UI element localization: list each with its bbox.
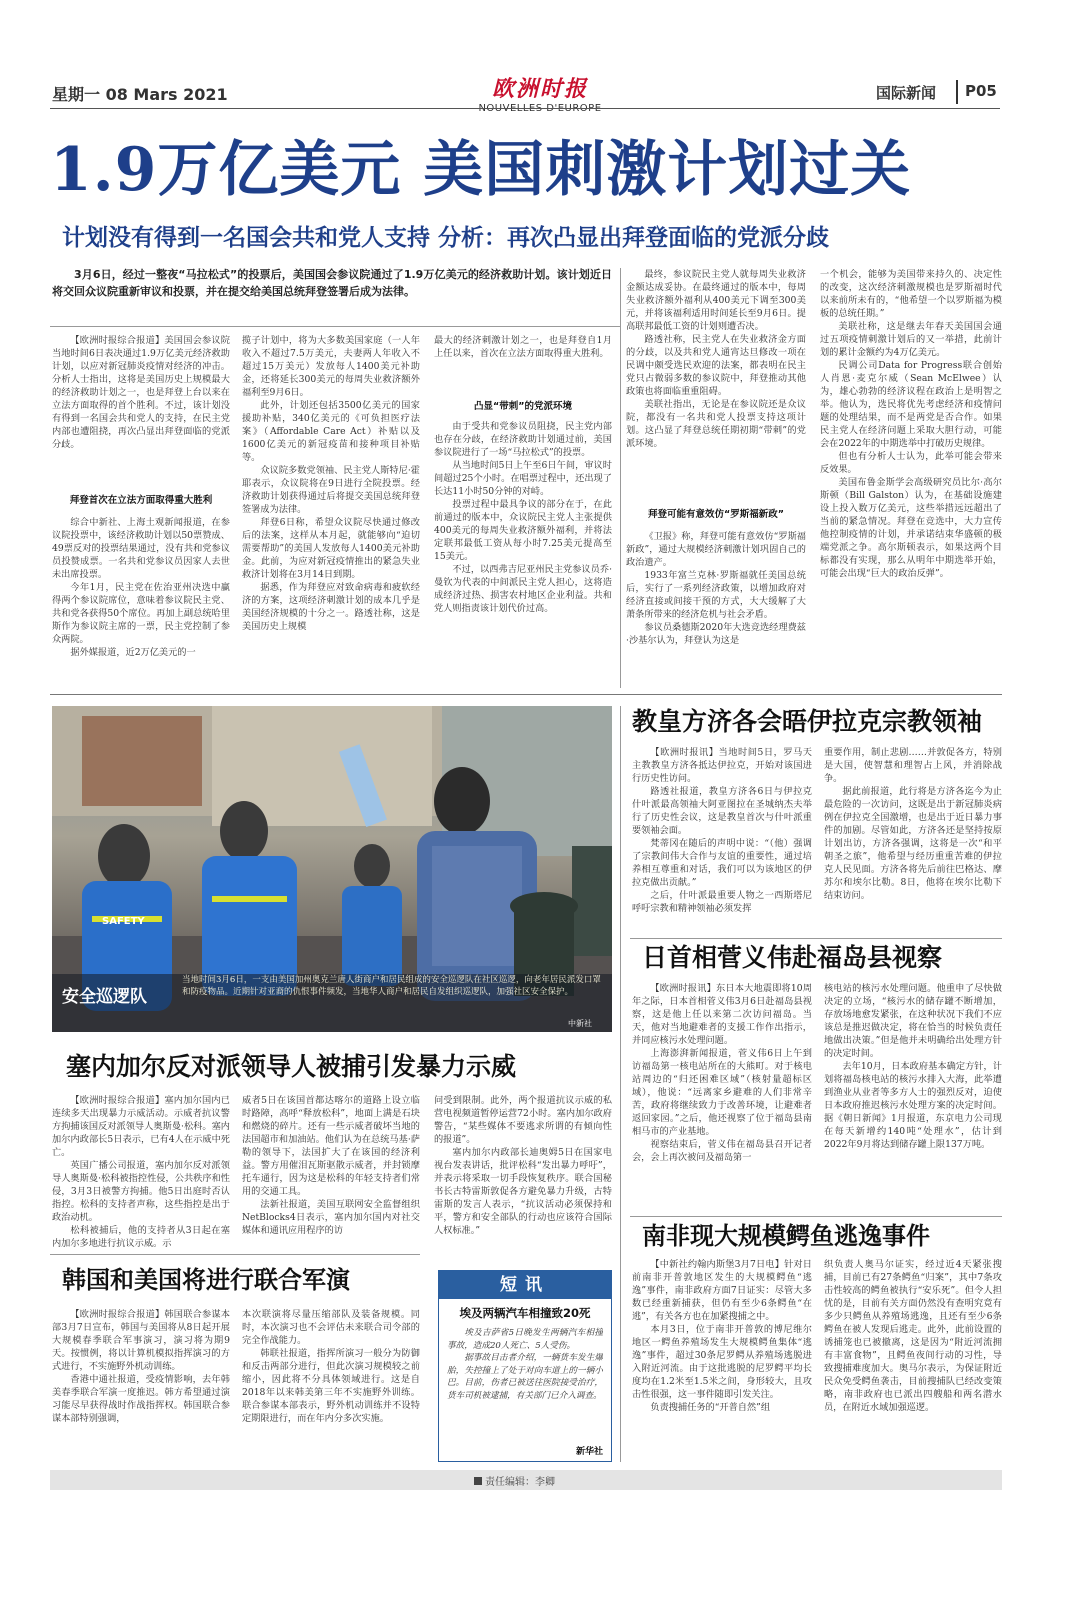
paragraph: 【欧洲时报综合报道】塞内加尔国内已连续多天出现暴力示威活动。示威者抗议警方拘捕该国反对派领导人奥斯曼·松科。塞内加尔内政部长5日表示，已有4人在示威中死亡。 [52, 1095, 230, 1158]
paragraph: 织负责人奥马尔证实，经过近4天紧张搜捕，目前已有27条鳄鱼“归案”，其中7条攻击性较高的鳄鱼被执行“安乐死”。但令人担忧的是，目前有关方面仍然没有查明究竟有多少只鳄鱼从养殖场逃逸，且还有至少6条鳄鱼在被人发现后逃走。此外，此前设置的诱捕笼也已被撤离，这是因为“附近河流拥有丰富食物”，且鳄鱼夜间行动的习性，导致搜捕难度加大。奥马尔表示，为保证附近民众免受鳄鱼袭击，目前搜捕队已经改变策略，南非政府也已派出四艘船和两名潜水员，在附近水域加强巡逻。 [824, 1259, 1002, 1413]
paragraph: 负责搜捕任务的“开普自然”组 [650, 1402, 771, 1413]
paragraph: 【欧洲时报综合报道】韩国联合参谋本部3月7日宣布，韩国与美国将从8日起开展大规模春季联合军事演习，演习将为期9天。按惯例，将以计算机模拟指挥演习的方式进行，不实施野外机动训练。 [52, 1309, 230, 1372]
intro-rule [50, 326, 620, 327]
paragraph: 参议员桑德斯2020年大选竞选经理费兹·沙基尔认为，拜登认为这是 [626, 622, 806, 646]
lead-col-3a [434, 334, 612, 388]
paragraph: 本次联演将尽量压缩部队及装备规模。同时，本次演习也不会评估未来联合司令部的完全作战能力。 [242, 1309, 420, 1346]
lead-col-4a [626, 268, 806, 500]
lead-headline: 1.9万亿美元 美国刺激计划过关 [50, 135, 912, 205]
lead-col-3b [434, 420, 612, 686]
japan-rule [630, 1216, 1002, 1217]
paragraph: 塞内加尔内政部长迪奥姆5日在国家电视台发表讲话，批评松科“发出暴力呼吁”，并表示将采取一切手段恢复秩序。联合国秘书长古特雷斯敦促各方避免暴力升级，古特雷斯的发言人表示，“抗议活动必须保持和平，警方和安全部队的行动也应该符合国际人权标准。” [434, 1147, 612, 1236]
paragraph: 一个机会，能够为美国带来持久的、决定性的改变，这次经济刺激规模也是罗斯福时代以来前所未有的，“他希望一个以罗斯福为模板的总统任期。” [820, 269, 1002, 319]
paragraph: 不过，以西弗吉尼亚州民主党参议员乔·曼钦为代表的中间派民主党人担心，这将造成经济过热、损害农村地区企业利益。共和党人则指责该计划代价过高。 [434, 564, 612, 614]
lead-col-4b [626, 530, 806, 686]
pope-col-2 [824, 746, 1002, 932]
paragraph: 美联社指出，无论是在参议院还是众议院，都没有一名共和党人投票支持这项计划。这凸显了拜登总统任期初期“带刺”的党派环境。 [626, 399, 806, 449]
paragraph: 《卫报》称，拜登可能有意效仿“罗斯福新政”，通过大规模经济刺激计划巩固自己的政治遗产。 [626, 531, 806, 568]
paragraph: 去年10月，日本政府基本确定方针，计划将福岛核电站的核污水排入大海，此举遭到渔业从业者等多方人士的强烈反对，迫使日本政府推迟核污水处理方案的决定时间。据《朝日新闻》1月报道，东京电力公司现在每天新增约140吨“处理水”，估计到2022年9月将达到储存罐上限137万吨。 [824, 1061, 1002, 1150]
footer-editor [474, 1473, 555, 1488]
photo-credit: 中新社 [568, 1019, 592, 1028]
paragraph: 威者5日在该国首都达喀尔的道路上设立临时路障，高呼“释放松科”，地面上满是石块和燃烧的碎片。还有一些示威者破坏当地的法国超市和加油站。他们认为在总统马基·萨勒的领导下，法国扩大了在该国的经济利益。警方用催泪瓦斯驱散示威者，并封锁摩托车通行，因为这是松科的年轻支持者们常用的交通工具。 [242, 1095, 420, 1197]
paragraph: 上海澎湃新闻报道，菅义伟6日上午到访福岛第一核电站所在的大熊町。对于核电站周边的“归还困难区域”（核射量超标区域），他说：“远离家乡避难的人们非常辛苦，政府将继续致力于改善环境，让避难者返回家园。”之后，他还视察了位于福岛县南相马市的产业基地。 [632, 1048, 812, 1137]
paragraph: 【欧洲时报综合报道】美国国会参议院当地时间6日表决通过1.9万亿美元经济救助计划，以应对新冠肺炎疫情对经济的冲击。分析人士指出，这将是美国历史上规模最大的经济救助计划之一，也是拜登上台以来在立法方面取得的首个胜利。不过，该计划没有得到一名国会共和党人的支持，在民主党内部也遭阻挠，再次凸显出拜登面临的党派分歧。 [52, 335, 230, 450]
paragraph: 投票过程中最具争议的部分在于，在此前通过的版本中，众议院民主党人主张提供400美元的每周失业救济额外福利，并将法定联邦最低工资从每小时7.25美元提高至15美元。 [434, 499, 612, 562]
lead-subheading-3: 凸显“带刺”的党派环境 [474, 401, 572, 412]
photo-label: 安全巡逻队 [62, 987, 147, 1007]
paragraph: 拜登6日称，希望众议院尽快通过修改后的法案，这样从本月起，就能够向“迫切需要帮助”的美国人发放每人1400美元补助金。此前，为应对新冠疫情推出的紧急失业救济计划将在3月14日到期。 [242, 517, 420, 580]
paragraph: 英国广播公司报道，塞内加尔反对派领导人奥斯曼·松科被指控性侵，公共秩序和性侵，3月3日被警方拘捕。他5日出庭时否认指控。松科的支持者声称，这些指控是出于政治动机。 [52, 1160, 230, 1223]
news-photo [52, 706, 612, 1032]
lead-col-2 [242, 334, 420, 686]
paragraph: 松科被捕后，他的支持者从3日起在塞内加尔多地进行抗议示威。示 [52, 1225, 230, 1249]
short-news-box [438, 1270, 612, 1462]
paragraph: 据事故目击者介绍，一辆货车发生爆胎，失控撞上了处于对向车道上的一辆小巴。目前，伤者已被送往医院接受治疗，货车司机被逮捕，有关部门已介入调查。 [447, 1353, 603, 1401]
paragraph: 美国布鲁金斯学会高级研究员比尔·高尔斯顿（Bill Galston）认为，在基础设施建设上投入数万亿美元，这些举措远远超出了当前的紧急情况。拜登在竞选中，大力宣传他控制疫情的计划，并承诺结束华盛顿的极端党派之争。高尔斯顿表示，如果这两个目标都没有实现，那么从明年中期选举开始，可能会出现“巨大的政治反弹”。 [820, 477, 1002, 579]
paragraph: 据外媒报道，近2万亿美元的一 [70, 647, 196, 658]
pope-headline: 教皇方济各会晤伊拉克宗教领袖 [632, 707, 983, 736]
paragraph: 美联社称，这是继去年春天美国国会通过五项疫情刺激计划后的又一举措，此前计划的累计金额约为4万亿美元。 [820, 321, 1002, 358]
japan-headline: 日首相菅义伟赴福岛县视察 [642, 943, 943, 972]
paragraph: 最终，参议院民主党人就每周失业救济金额达成妥协。在最终通过的版本中，每周失业救济额外福利从400美元下调至300美元，并将该福利适用时间延长至9月6日。提高联邦最低工资的计划则遭否决。 [626, 269, 806, 332]
lead-subheading-4: 拜登可能有意效仿“罗斯福新政” [648, 509, 784, 520]
vest-text: SAFETY [102, 916, 145, 927]
short-news-title: 短讯 [439, 1271, 611, 1299]
header-date: 星期一 08 Mars 2021 [52, 85, 228, 104]
paragraph: 由于受共和党参议员阻挠，民主党内部也存在分歧，在经济救助计划通过前，美国参议院进行了一场“马拉松式”的投票。 [434, 421, 612, 458]
logo-french: NOUVELLES D'EUROPE [478, 103, 602, 114]
paragraph: 【中新社约翰内斯堡3月7日电】针对日前南非开普敦地区发生的大规模鳄鱼“逃逸”事件，南非政府方面7日证实：尽管大多数已经重新捕获，但仍有至少6条鳄鱼“在逃”，有关各方也在加紧搜捕之中。 [632, 1259, 812, 1322]
korea-col-2 [242, 1308, 420, 1458]
paragraph: 从当地时间5日上午至6日午间，审议时间超过25个小时。在唱票过程中，还出现了长达11小时50分钟的对峙。 [434, 460, 612, 497]
paragraph: 法新社报道，美国互联网安全监督组织NetBlocks4日表示，塞内加尔国内对社交媒体和通讯应用程序的访 [242, 1199, 420, 1236]
footer-square-icon [474, 1477, 482, 1485]
lead-col-1b [52, 516, 230, 686]
paragraph: 但也有分析人士认为，此举可能会带来反效果。 [820, 451, 1002, 475]
short-news-credit: 新华社 [575, 1447, 603, 1457]
section-name: 国际新闻 [876, 84, 937, 102]
croc-col-1 [632, 1258, 812, 1462]
senegal-rule [50, 1254, 420, 1255]
page-number: P05 [965, 82, 997, 100]
column-divider [620, 268, 621, 688]
paragraph: 【欧洲时报讯】东日本大地震即将10周年之际，日本首相菅义伟3月6日赴福岛县视察，这是他上任以来第二次访问福岛。当天，他对当地避难者的支援工作作出指示，并同应核污水处理问题。 [632, 983, 812, 1046]
senegal-col-1 [52, 1094, 230, 1250]
header-rule [50, 108, 1000, 109]
short-news-headline: 埃及两辆汽车相撞致20死 [459, 1306, 591, 1320]
paragraph: 最大的经济刺激计划之一，也是拜登自1月上任以来，首次在立法方面取得重大胜利。 [434, 335, 612, 359]
lead-col-1 [52, 334, 230, 484]
paragraph: 韩联社报道，指挥所演习一般分为防御和反击两部分进行，但此次演习规模较之前缩小，因此将不分具体领域进行。这是自2018年以来韩美第三年不实施野外训练。联合参谋本部表示，野外机动训练并不设特定期限进行，而在年内分多次实施。 [242, 1348, 420, 1424]
photo-caption: 当地时间3月6日，一支由美国加州奥克兰唐人街商户和居民组成的安全巡逻队在社区巡逻，向老年居民派发口罩和防疫物品。近期针对亚裔的仇恨事件频发，当地华人商户和居民自发组织巡逻队，加强社区安全保护。 [182, 975, 601, 997]
footer-editor-text: 责任编辑：李卿 [485, 1477, 555, 1488]
paragraph: 路透社称，民主党人在失业救济金方面的分歧，以及共和党人通宵达旦修改一项在民调中颇受选民欢迎的法案，都表明在民主党只占微弱多数的参议院中，拜登推动其他政策也将面临重重阻碍。 [626, 334, 806, 397]
croc-col-2 [824, 1258, 1002, 1462]
paragraph: 梵蒂冈在随后的声明中说：“（他）强调了宗教间伟大合作与友谊的重要性，通过培养相互尊重和对话，我们可以为该地区的伊拉克做出贡献。” [632, 838, 812, 888]
paragraph: 1933年富兰克林·罗斯福就任美国总统后，实行了一系列经济政策，以增加政府对经济直接或间接干预的方式，大大缓解了大萧条所带来的经济危机与社会矛盾。 [626, 570, 806, 620]
paragraph: 此外，计划还包括3500亿美元的国家援助补贴，340亿美元的《可负担医疗法案》（Affordable Care Act）补贴以及1600亿美元的新冠疫苗和接种项目补贴等。 [242, 400, 420, 463]
paragraph: 今年1月，民主党在佐治亚州决选中赢得两个参议院席位，意味着参议院民主党、共和党各获得50个席位。再加上副总统哈里斯作为参议院主席的一票，民主党控制了参众两院。 [52, 582, 230, 645]
paragraph: 之后，什叶派最重要人物之一西斯塔尼呼吁宗教和精神领袖必须发挥 [632, 890, 812, 914]
paragraph: 据此前报道，此行将是方济各迄今为止最危险的一次访问，这既是出于新冠肺炎病例在伊拉克全国激增，也是出于近日暴力事件的加剧。尽管如此，方济各还是坚持按原计划出访，方济各强调，这将是一次“和平朝圣之旅”，他希望与经历重重苦难的伊拉克人民见面。方济各将先后前往巴格达、摩苏尔和埃尔比勒。8日，他将在埃尔比勒下结束访问。 [824, 786, 1002, 901]
paragraph: 重要作用，制止悲剧……并敦促各方，特别是大国，使智慧和理智占上风，并消除战争。 [824, 747, 1002, 784]
paragraph: 核电站的核污水处理问题。他重申了尽快做决定的立场，“核污水的储存罐不断增加，存放场地愈发紧张，在这种状况下我们不应该总是推迟做决定，将在恰当的时候负责任地做出决策。”但是他并未明确给出处理方针的决定时间。 [824, 983, 1002, 1059]
lead-intro: 3月6日，经过一整夜“马拉松式”的投票后，美国国会参议院通过了1.9万亿美元的经济救助计划。该计划近日将交回众议院重新审议和投票，并在提交给美国总统拜登签署后成为法律。 [52, 268, 612, 298]
paragraph: 埃及吉萨省5日晚发生两辆汽车相撞事故，造成20人死亡、5人受伤。 [447, 1328, 603, 1351]
paragraph: 【欧洲时报讯】当地时间5日，罗马天主教教皇方济各抵达伊拉克，开始对该国进行历史性访问。 [632, 747, 812, 784]
korea-col-1 [52, 1308, 230, 1458]
paragraph: 香港中通社报道，受疫情影响，去年韩美春季联合军演一度推迟。韩方希望通过演习能尽早获得战时作战指挥权。韩国联合参谋本部特别强调， [52, 1374, 230, 1424]
column-divider [620, 706, 621, 1462]
pope-col-1 [632, 746, 812, 932]
section-divider [956, 80, 958, 104]
paragraph: 揽子计划中，将为大多数美国家庭（一人年收入不超过7.5万美元，夫妻两人年收入不超过15万美元）发放每人1400美元补助金，还将延长300美元的每周失业救济额外福利至9月6日。 [242, 335, 420, 398]
senegal-headline: 塞内加尔反对派领导人被捕引发暴力示威 [66, 1052, 517, 1081]
logo-chinese: 欧洲时报 [491, 76, 588, 102]
korea-headline: 韩国和美国将进行联合军演 [62, 1266, 350, 1294]
senegal-col-3 [434, 1094, 612, 1250]
paragraph: 问受到限制。此外，两个报道抗议示威的私营电视频道暂停运营72小时。塞内加尔政府警告，“某些媒体不要逃求所谓的有倾向性的报道”。 [434, 1095, 612, 1145]
section-rule [50, 694, 1002, 695]
lead-subheading-1: 拜登首次在立法方面取得重大胜利 [69, 495, 213, 506]
lead-subhead: 计划没有得到一名国会共和党人支持 分析：再次凸显出拜登面临的党派分歧 [62, 225, 830, 251]
short-news-body [447, 1327, 603, 1439]
paragraph: 路透社报道，教皇方济各6日与伊拉克什叶派最高领袖大阿亚图拉在圣城纳杰夫举行了历史性会议，这是教皇首次与什叶派重要领袖会面。 [632, 786, 812, 836]
pope-rule [630, 938, 1002, 939]
paragraph: 综合中新社、上海土观新闻报道，在参议院投票中，该经济救助计划以50票赞成、49票反对的投票结果通过，没有共和党参议员投赞成票。一名共和党参议员因家人去世未出席投票。 [52, 517, 230, 580]
japan-col-2 [824, 982, 1002, 1216]
paragraph: 众议院多数党领袖、民主党人斯特尼·霍耶表示，众议院将在9日进行全院投票。经济救助计划获得通过后将提交美国总统拜登签署成为法律。 [242, 465, 420, 515]
paragraph: 视察结束后，菅义伟在福岛县召开记者会，会上再次被问及福岛第一 [632, 1139, 812, 1163]
paragraph: 民调公司Data for Progress联合创始人肖恩·麦克尔威（Sean McElwee）认为，雄心勃勃的经济议程在政治上是明智之举。他认为，选民将优先考虑经济和疫情问题的处理结果，而不是两党是否合作。如果民主党人在经济问题上采取大胆行动，可能会在2022年的中期选举中打破历史规律。 [820, 360, 1002, 449]
paragraph: 本月3日，位于南非开普敦的博尼维尔地区一鳄鱼养殖场发生大规模鳄鱼集体“逃逸”事件，超过30条尼罗鳄从养殖场逃脱进入附近河流。由于这批逃脱的尼罗鳄平均长度均在1.2米至1.5米之间，身形较大，且攻击性很强，这一事件随即引发关注。 [632, 1324, 812, 1400]
croc-headline: 南非现大规模鳄鱼逃逸事件 [642, 1222, 930, 1250]
lead-col-5 [820, 268, 1002, 686]
paragraph: 据悉，作为拜登应对致命病毒和疲软经济的方案，这项经济刺激计划的成本几乎是美国经济规模的十分之一。路透社称，这是美国历史上规模 [242, 582, 420, 632]
senegal-col-2 [242, 1094, 420, 1250]
japan-col-1 [632, 982, 812, 1216]
